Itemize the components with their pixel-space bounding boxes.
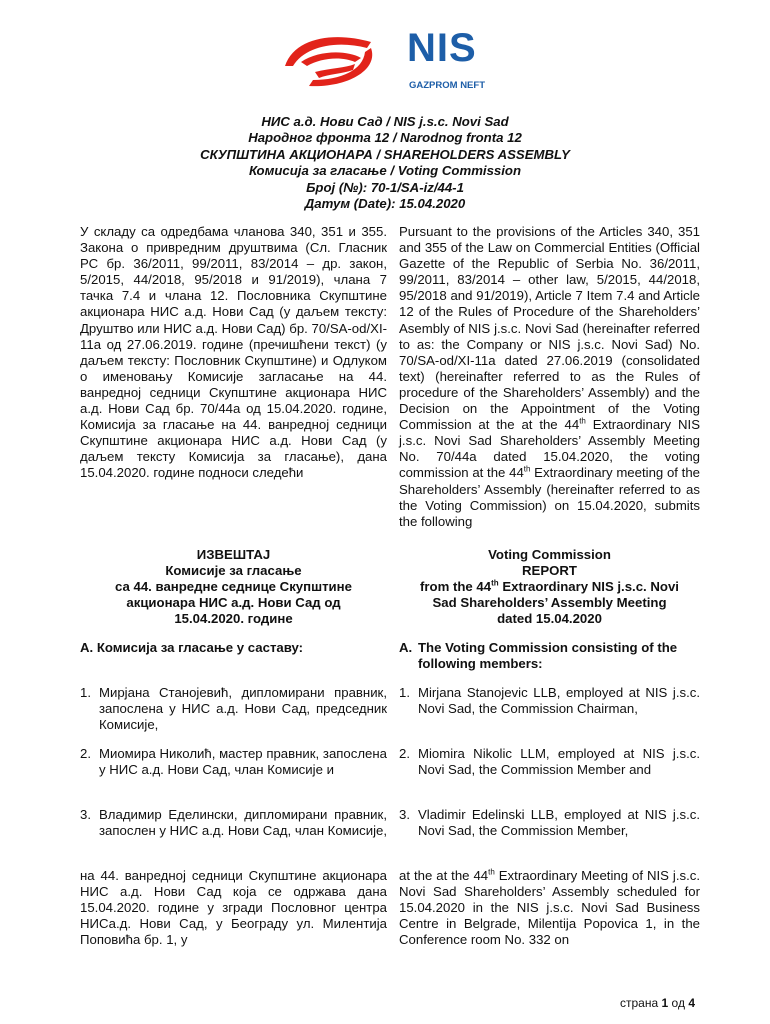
footer-middle: од xyxy=(671,996,685,1010)
member-3-sr xyxy=(80,807,387,839)
footer-page: 1 xyxy=(661,996,669,1010)
header-company: НИС а.д. Нови Сад / NIS j.s.c. Novi Sad xyxy=(261,114,509,129)
logo-text: NIS xyxy=(407,26,477,70)
closing-en-sup: th xyxy=(488,867,495,877)
footer-total: 4 xyxy=(688,996,695,1010)
member-1-en-num: 1. xyxy=(399,685,410,700)
report-title-en-line5: dated 15.04.2020 xyxy=(497,611,602,627)
report-title-en-line3 xyxy=(399,579,700,595)
member-3-sr-num: 3. xyxy=(80,807,91,822)
section-a-en-letter: A. xyxy=(399,640,413,655)
member-2-en-text: Miomira Nikolic LLM, employed at NIS j.s.c. Novi Sad, the Commission Member and xyxy=(418,746,700,778)
member-1-en xyxy=(399,685,700,717)
member-2-en xyxy=(399,746,700,778)
report-title-sr-line5: 15.04.2020. године xyxy=(174,611,293,627)
header-address: Народног фронта 12 / Narodnog fronta 12 xyxy=(248,130,522,146)
member-2-en-num: 2. xyxy=(399,746,410,761)
report-title-sr-line2: Комисије за гласање xyxy=(165,563,302,579)
closing-en-part1: at the at the 44 xyxy=(399,868,489,883)
closing-sr: на 44. ванредној седници Скупштине акционара НИС а.д. Нови Сад која се одржава дана 15.04.2020. године у згради Пословног центра НИСа.д. Нови Сад, у Београду ул. Милентија Поповића бр. 1, у xyxy=(80,868,387,948)
page-footer xyxy=(620,996,695,1010)
report-title-sr-line1: ИЗВЕШТАЈ xyxy=(196,547,271,562)
report-title-en-line3a: from the 44 xyxy=(420,579,492,595)
report-title-en-line3b: Extraordinary NIS j.s.c. Novi xyxy=(498,579,679,595)
member-3-sr-text: Владимир Еделински, дипломирани правник, запослен у НИС а.д. Нови Сад, члан Комисије, xyxy=(99,807,388,839)
report-title-en-sup: th xyxy=(491,578,499,588)
report-title-sr-line4: акционара НИС а.д. Нови Сад од xyxy=(126,595,341,611)
footer-prefix: страна xyxy=(620,996,659,1010)
logo-subtext: GAZPROM NEFT xyxy=(409,80,485,91)
section-a-sr: A. Комисија за гласање у саставу: xyxy=(80,640,304,655)
member-1-sr-num: 1. xyxy=(80,685,91,700)
closing-en-part2: Extraordinary Meeting of NIS j.s.c. Novi Sad Shareholders’ Assembly scheduled for 15.04.2020 in the NIS j.s.c. Novi Sad Business Centre in Belgrade, Milentija Popovica 1, in the Conference room No. 332 on xyxy=(399,868,700,948)
intro-en-sup1: th xyxy=(579,416,586,426)
intro-sr: У складу са одредбама чланова 340, 351 и 355. Закона о привредним друштвима (Сл. Гласник РС бр. 36/2011, 99/2011, 83/2014 – др. закон, 5/2015, 44/2018, 95/2018 и 91/2019), члана 7 тачка 7.4 и члана 12. Пословника Скупштине акционара НИС а.д. Нови Сад (у даљем тексту: Друштво или НИС а.д. Нови Сад) бр. 70/SA-od/XI-11a од 27.06.2019. године (пречишћени текст) (у даљем тексту: Пословник Скупштине) и Одлуком о именовању Комисије загласање на 44. ванредној седници Скупштине акционара НИС а.д. Нови Сад бр. 70/44а од 15.04.2020. године, Комисија за гласање на 44. ванредној седници Скупштине акционара НИС а.д. Нови Сад (у даљем тексту Комисија за гласање), дана 15.04.2020. године подноси следећи xyxy=(80,224,387,481)
member-1-en-text: Mirjana Stanojevic LLB, employed at NIS j.s.c. Novi Sad, the Commission Chairman, xyxy=(418,685,700,717)
document-header xyxy=(100,114,670,212)
member-1-sr-text: Мирјана Станојевић, дипломирани правник, запослена у НИС а.д. Нови Сад, председник Комисије, xyxy=(99,685,387,733)
member-1-sr xyxy=(80,685,387,733)
section-a-en-text: The Voting Commission consisting of the following members: xyxy=(418,640,678,672)
report-title-sr xyxy=(80,547,387,627)
intro-en-sup2: th xyxy=(523,465,531,475)
report-title-en-line2: REPORT xyxy=(522,563,577,579)
report-title-en-line4: Sad Shareholders’ Assembly Meeting xyxy=(432,595,667,611)
report-title-en xyxy=(399,547,700,627)
member-3-en-text: Vladimir Edelinski LLB, employed at NIS j.s.c. Novi Sad, the Commission Member, xyxy=(418,807,700,839)
member-2-sr-text: Миомира Николић, мастер правник, запослена у НИС а.д. Нови Сад, члан Комисије и xyxy=(99,746,387,778)
header-assembly: СКУПШТИНА АКЦИОНАРА / SHAREHOLDERS ASSEMBLY xyxy=(200,146,570,162)
report-title-en-line1: Voting Commission xyxy=(488,547,611,562)
intro-en-part3: Extraordinary meeting of the Shareholders’ Assembly (hereinafter referred to as the Voting Commission) on 15.04.2020, submits the following xyxy=(399,465,701,529)
header-commission: Комисија за гласање / Voting Commission xyxy=(248,163,522,179)
intro-en xyxy=(399,224,700,530)
closing-en xyxy=(399,868,700,948)
nis-logo xyxy=(275,28,515,98)
intro-en-part2: Extraordinary NIS j.s.c. Novi Sad Shareholders’ Assembly Meeting No. 70/44a dated 15.04.2020, the voting commission at the 44 xyxy=(399,417,700,481)
report-title-sr-line3: са 44. ванредне седнице Скупштине xyxy=(115,579,352,595)
member-2-sr-num: 2. xyxy=(80,746,91,761)
section-a-en xyxy=(399,640,700,672)
header-date: Датум (Date): 15.04.2020 xyxy=(304,196,466,212)
header-number: Број (№): 70-1/SA-iz/44-1 xyxy=(306,179,464,195)
member-2-sr xyxy=(80,746,387,778)
member-3-en xyxy=(399,807,700,839)
intro-en-part1: Pursuant to the provisions of the Articles 340, 351 and 355 of the Law on Commercial Entities (Official Gazette of the Republic of Serbia No. 36/2011, 99/2011, 83/2014 – other law, 5/2015, 44/2018, 95/2018 and 91/2019), Article 7 Item 7.4 and Article 12 of the Rules of Procedure of the Shareholders’ Asembly of NIS j.s.c. Novi Sad (hereinafter referred to as: the Company or NIS j.s.c. Novi Sad) No. 70/SA-od/XI-11a dated 27.06.2019 (consolidated text) (hereinafter referred to as the Rules of procedure of the Shareholders’ Assembly) and the Decision on the Appointment of the Voting Commission at the at the 44 xyxy=(399,224,700,433)
member-3-en-num: 3. xyxy=(399,807,410,822)
